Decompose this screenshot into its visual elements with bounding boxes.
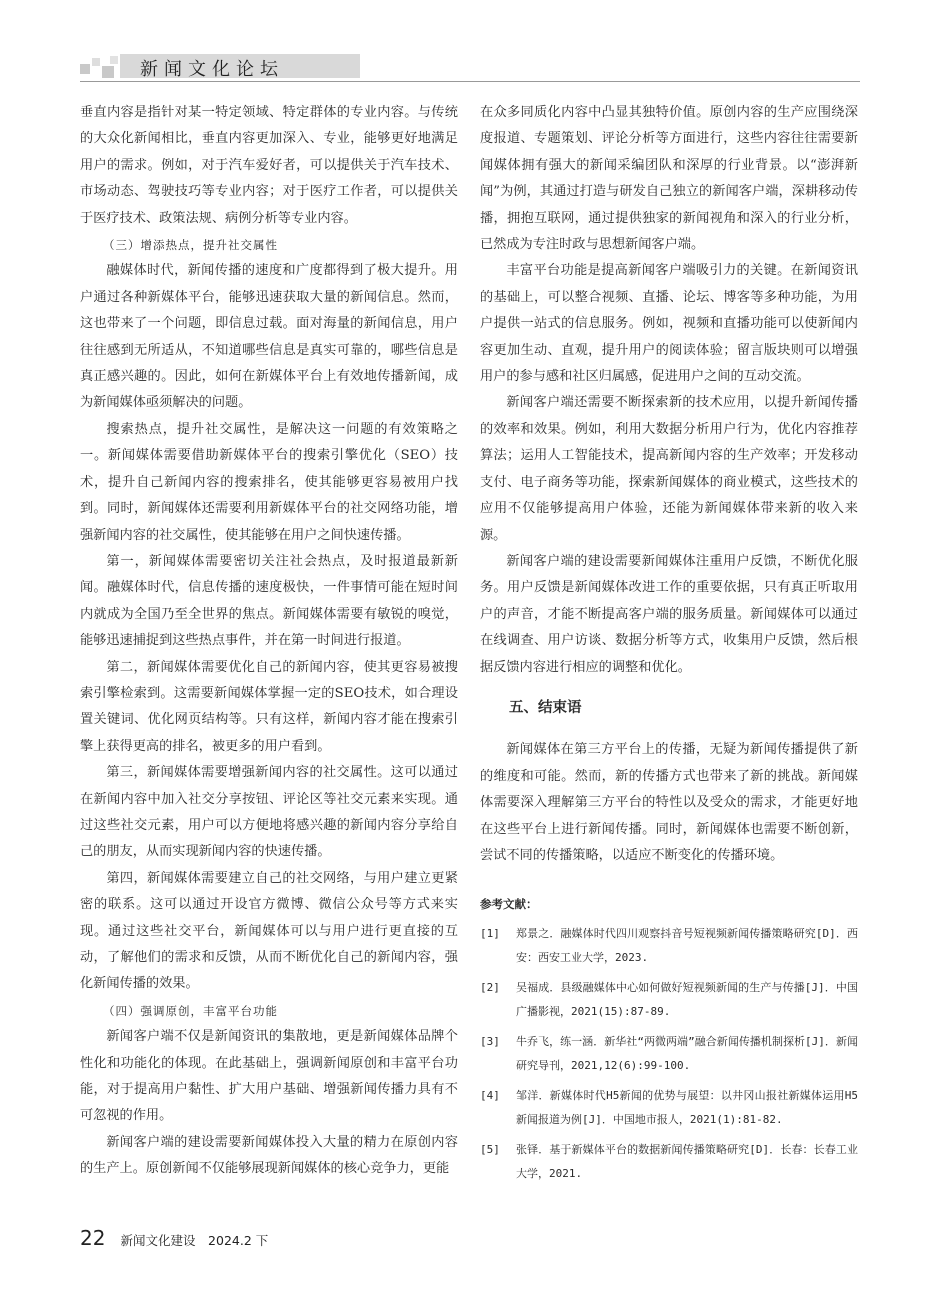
paragraph: 在众多同质化内容中凸显其独特价值。原创内容的生产应围绕深度报道、专题策划、评论分析等方面进行，这些内容往往需要新闻媒体拥有强大的新闻采编团队和深厚的行业背景。以“澎湃新闻”为例，其通过打造与研发自己独立的新闻客户端，深耕移动传播，拥抱互联网，通过提供独家的新闻视角和深入的行业分析，已然成为专注时政与思想新闻客户端。 (480, 105, 858, 253)
section-heading: 五、结束语 (509, 699, 582, 716)
paragraph: 新闻媒体在第三方平台上的传播，无疑为新闻传播提供了新的维度和可能。然而，新的传播方式也带来了新的挑战。新闻媒体需要深入理解第三方平台的特性以及受众的需求，才能更好地在这些平台上进行新闻传播。同时，新闻媒体也需要不断创新，尝试不同的传播策略，以适应不断变化的传播环境。 (480, 742, 858, 863)
references-title: 参考文献： (480, 897, 538, 912)
right-column (480, 100, 858, 1192)
reference-text: 吴福成．县级融媒体中心如何做好短视频新闻的生产与传播[J]．中国广播影视，2021(15):87-89. (516, 980, 858, 1018)
reference-item (480, 922, 858, 970)
reference-number: [2] (480, 980, 500, 994)
reference-number: [5] (480, 1142, 500, 1156)
paragraph: 新闻客户端的建设需要新闻媒体投入大量的精力在原创内容的生产上。原创新闻不仅能够展现新闻媒体的核心竞争力，更能 (80, 1134, 458, 1177)
reference-number: [3] (480, 1034, 500, 1048)
paragraph: 搜索热点，提升社交属性，是解决这一问题的有效策略之一。新闻媒体需要借助新媒体平台的搜索引擎优化（SEO）技术，提升自己新闻内容的搜索排名，使其能够更容易被用户找到。同时，新闻媒体还需要利用新媒体平台的社交网络功能，增强新闻内容的社交属性，使其能够在用户之间快速传播。 (80, 421, 458, 543)
page-number: 22 (80, 1226, 106, 1250)
reference-text: 牛乔飞，练一涵．新华社“两微两端”融合新闻传播机制探析[J]．新闻研究导刊，2021,12(6):99-100. (516, 1034, 858, 1072)
journal-issue: 新闻文化建设 2024.2 下 (120, 1233, 269, 1248)
page-header (80, 54, 860, 84)
reference-item (480, 1030, 858, 1078)
paragraph: 新闻客户端的建设需要新闻媒体注重用户反馈，不断优化服务。用户反馈是新闻媒体改进工作的重要依据，只有真正听取用户的声音，才能不断提高客户端的服务质量。新闻媒体可以通过在线调查、用户访谈、数据分析等方式，收集用户反馈，然后根据反馈内容进行相应的调整和优化。 (480, 553, 858, 675)
paragraph: 第三，新闻媒体需要增强新闻内容的社交属性。这可以通过在新闻内容中加入社交分享按钮、评论区等社交元素来实现。通过这些社交元素，用户可以方便地将感兴趣的新闻内容分享给自己的朋友，从而实现新闻内容的快速传播。 (80, 765, 458, 860)
reference-item (480, 1138, 858, 1186)
paragraph: 第一，新闻媒体需要密切关注社会热点，及时报道最新新闻。融媒体时代，信息传播的速度极快，一件事情可能在短时间内就成为全国乃至全世界的焦点。新闻媒体需要有敏锐的嗅觉，能够迅速捕捉到这些热点事件，并在第一时间进行报道。 (80, 553, 458, 649)
paragraph: 垂直内容是指针对某一特定领域、特定群体的专业内容。与传统的大众化新闻相比，垂直内容更加深入、专业，能够更好地满足用户的需求。例如，对于汽车爱好者，可以提供关于汽车技术、市场动态、驾驶技巧等专业内容；对于医疗工作者，可以提供关于医疗技术、政策法规、病例分析等专业内容。 (80, 105, 458, 226)
header-rule (80, 81, 860, 82)
references (480, 891, 858, 1185)
reference-item (480, 976, 858, 1024)
right-column-body (480, 100, 858, 869)
header-title: 新闻文化论坛 (140, 59, 284, 80)
reference-number: [1] (480, 926, 500, 940)
reference-item (480, 1084, 858, 1132)
left-column (80, 100, 458, 1183)
paragraph: 第四，新闻媒体需要建立自己的社交网络，与用户建立更紧密的联系。这可以通过开设官方微博、微信公众号等方式来实现。通过这些社交平台，新闻媒体可以与用户进行更直接的互动，了解他们的需求和反馈，从而不断优化自己的新闻内容，强化新闻传播的效果。 (80, 870, 458, 992)
paragraph: 新闻客户端不仅是新闻资讯的集散地，更是新闻媒体品牌个性化和功能化的体现。在此基础上，强调新闻原创和丰富平台功能，对于提高用户黏性、扩大用户基础、增强新闻传播力具有不可忽视的作用。 (80, 1029, 458, 1124)
paragraph: 丰富平台功能是提高新闻客户端吸引力的关键。在新闻资讯的基础上，可以整合视频、直播、论坛、博客等多种功能，为用户提供一站式的信息服务。例如，视频和直播功能可以使新闻内容更加生动、直观，提升用户的阅读体验；留言版块则可以增强用户的参与感和社区归属感，促进用户之间的互动交流。 (480, 263, 858, 385)
page-footer (80, 1226, 268, 1250)
paragraph: 第二，新闻媒体需要优化自己的新闻内容，使其更容易被搜索引擎检索到。这需要新闻媒体掌握一定的SEO技术，如合理设置关键词、优化网页结构等。只有这样，新闻内容才能在搜索引擎上获得更高的排名，被更多的用户看到。 (80, 659, 458, 754)
subsection-heading: （四）强调原创，丰富平台功能 (103, 1003, 278, 1018)
reference-text: 郑景之．融媒体时代四川观察抖音号短视频新闻传播策略研究[D]．西安：西安工业大学，2023. (516, 926, 858, 964)
reference-text: 张铎．基于新媒体平台的数据新闻传播策略研究[D]．长春：长春工业大学，2021. (516, 1142, 858, 1180)
paragraph: 新闻客户端还需要不断探索新的技术应用，以提升新闻传播的效率和效果。例如，利用大数据分析用户行为，优化内容推荐算法；运用人工智能技术，提高新闻内容的生产效率；开发移动支付、电子商务等功能，探索新闻媒体的商业模式，这些技术的应用不仅能够提高用户体验，还能为新闻媒体带来新的收入来源。 (480, 395, 858, 543)
reference-number: [4] (480, 1088, 500, 1102)
reference-list (480, 922, 858, 1186)
reference-text: 邹洋．新媒体时代H5新闻的优势与展望：以井冈山报社新媒体运用H5新闻报道为例[J]．中国地市报人，2021(1):81-82. (516, 1088, 858, 1126)
subsection-heading: （三）增添热点，提升社交属性 (103, 238, 278, 253)
paragraph: 融媒体时代，新闻传播的速度和广度都得到了极大提升。用户通过各种新媒体平台，能够迅速获取大量的新闻信息。然而，这也带来了一个问题，即信息过载。面对海量的新闻信息，用户往往感到无所适从，不知道哪些信息是真实可靠的，哪些信息是真正感兴趣的。因此，如何在新媒体平台上有效地传播新闻，成为新闻媒体亟须解决的问题。 (80, 263, 458, 411)
